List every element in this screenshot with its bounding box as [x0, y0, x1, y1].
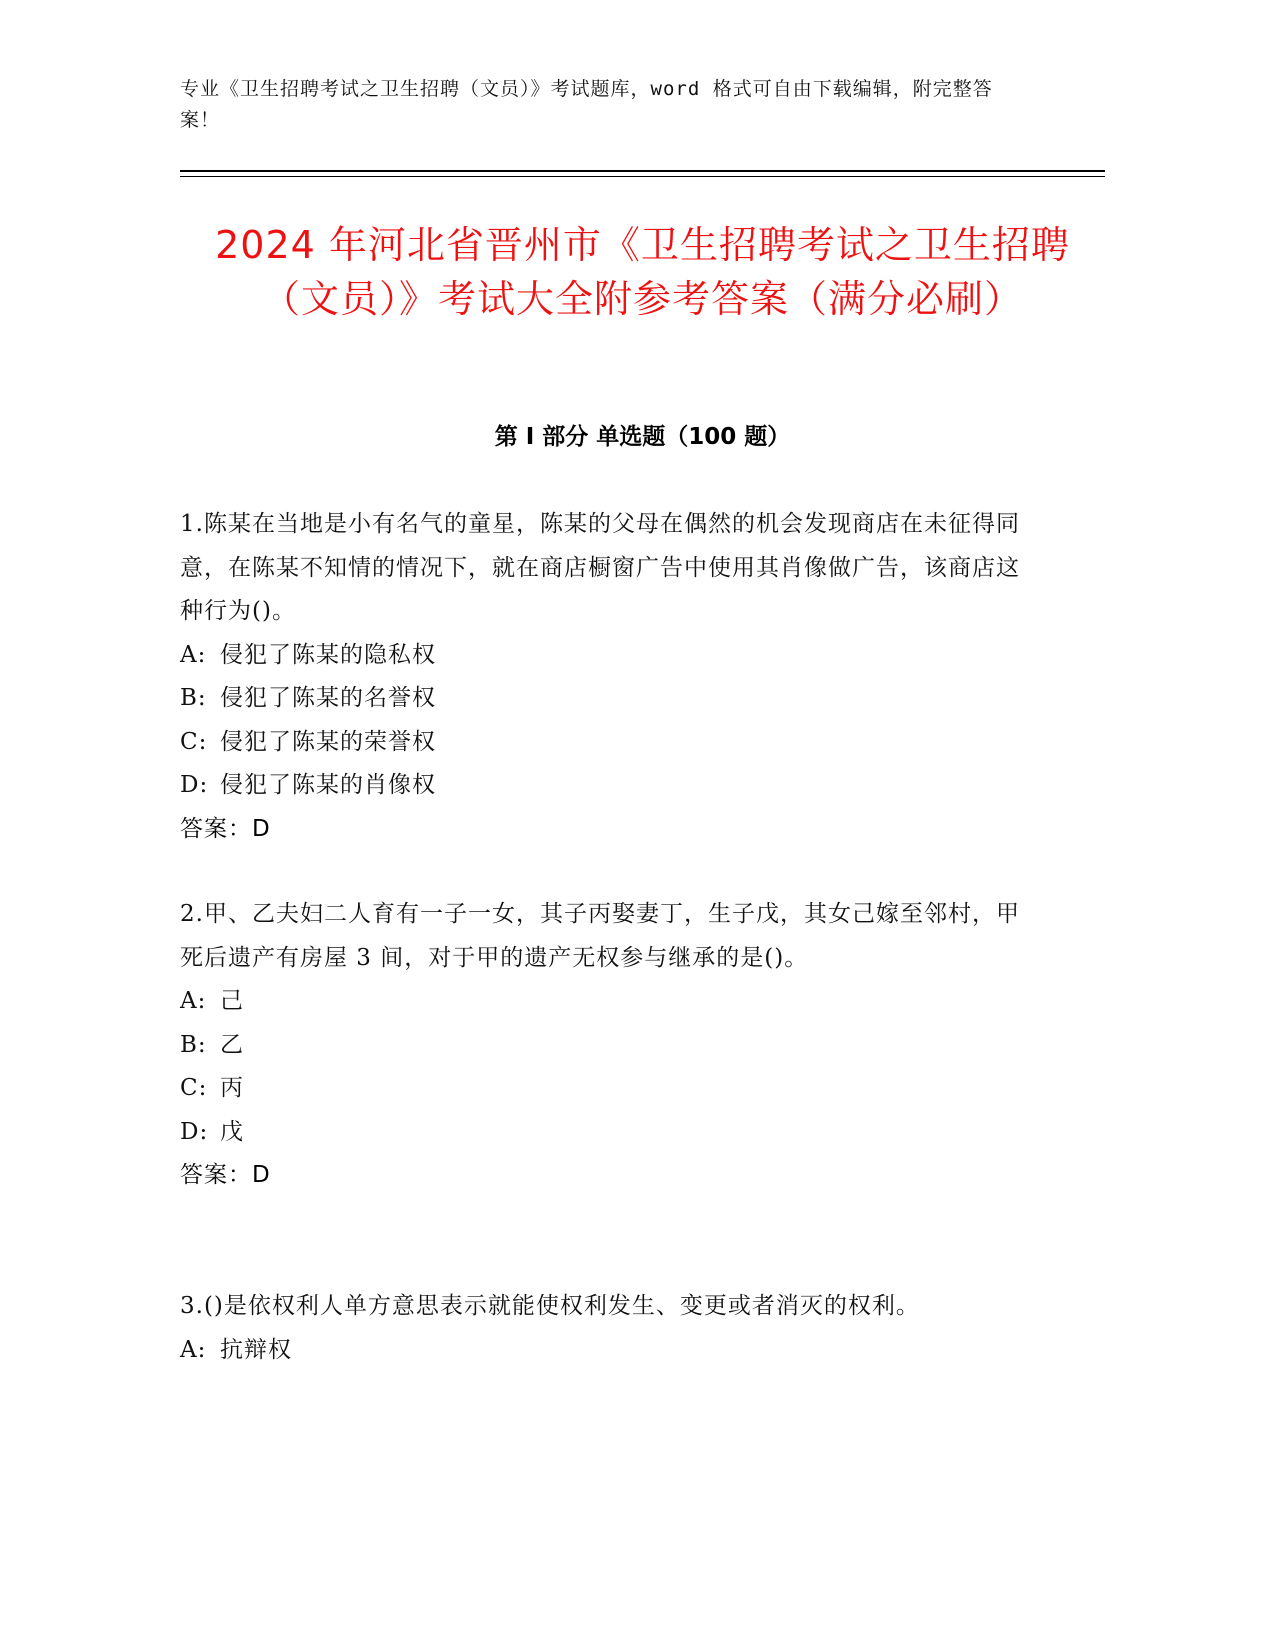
- document-title: 2024 年河北省晋州市《卫生招聘考试之卫生招聘（文员）》考试大全附参考答案（满分必刷）: [215, 223, 1070, 321]
- option-c: [180, 721, 1040, 765]
- option-letter: A:: [180, 641, 207, 668]
- option-text: 己: [220, 988, 244, 1014]
- option-text: 乙: [220, 1031, 244, 1058]
- option-letter: A:: [180, 988, 207, 1014]
- option-d: [180, 764, 1040, 808]
- header-divider-thin: [180, 176, 1105, 177]
- option-text: 丙: [220, 1075, 244, 1101]
- option-letter: B:: [180, 685, 207, 711]
- option-text: 侵犯了陈某的肖像权: [220, 772, 436, 798]
- option-text: 侵犯了陈某的隐私权: [220, 641, 436, 668]
- option-letter: C:: [180, 728, 208, 755]
- question-3: [180, 1285, 1040, 1372]
- question-stem: 2.甲、乙夫妇二人育有一子一女，其子丙娶妻丁，生子戊，其女己嫁至邻村，甲死后遗产有房屋 3 间，对于甲的遗产无权参与继承的是()。: [180, 901, 1020, 971]
- option-letter: B:: [180, 1031, 207, 1058]
- header-divider: [180, 170, 1105, 172]
- option-text: 戊: [220, 1118, 244, 1145]
- option-b: [180, 677, 1040, 721]
- question-stem: 1.陈某在当地是小有名气的童星，陈某的父母在偶然的机会发现商店在未征得同意，在陈某不知情的情况下，就在商店橱窗广告中使用其肖像做广告，该商店这种行为()。: [180, 511, 1020, 624]
- option-text: 侵犯了陈某的名誉权: [220, 685, 436, 711]
- option-letter: D:: [180, 1118, 209, 1145]
- header-note: 专业《卫生招聘考试之卫生招聘（文员）》考试题库，word 格式可自由下载编辑，附完整答案！: [180, 78, 993, 131]
- option-a: [180, 634, 1040, 678]
- section-heading: 第 I 部分 单选题（100 题）: [494, 424, 791, 450]
- option-a: [180, 980, 1040, 1024]
- option-c: [180, 1067, 1040, 1111]
- option-text: 抗辩权: [220, 1336, 292, 1363]
- answer-line: 答案：D: [180, 1162, 271, 1188]
- option-b: [180, 1024, 1040, 1068]
- option-d: [180, 1111, 1040, 1155]
- question-stem: 3.()是依权利人单方意思表示就能使权利发生、变更或者消灭的权利。: [180, 1293, 920, 1319]
- question-2: [180, 893, 1040, 1198]
- answer-line: 答案：D: [180, 815, 271, 842]
- option-a: [180, 1329, 1040, 1373]
- option-letter: C:: [180, 1075, 208, 1101]
- option-text: 侵犯了陈某的荣誉权: [220, 728, 436, 755]
- question-1: [180, 503, 1040, 851]
- option-letter: D:: [180, 772, 209, 798]
- option-letter: A:: [180, 1336, 207, 1363]
